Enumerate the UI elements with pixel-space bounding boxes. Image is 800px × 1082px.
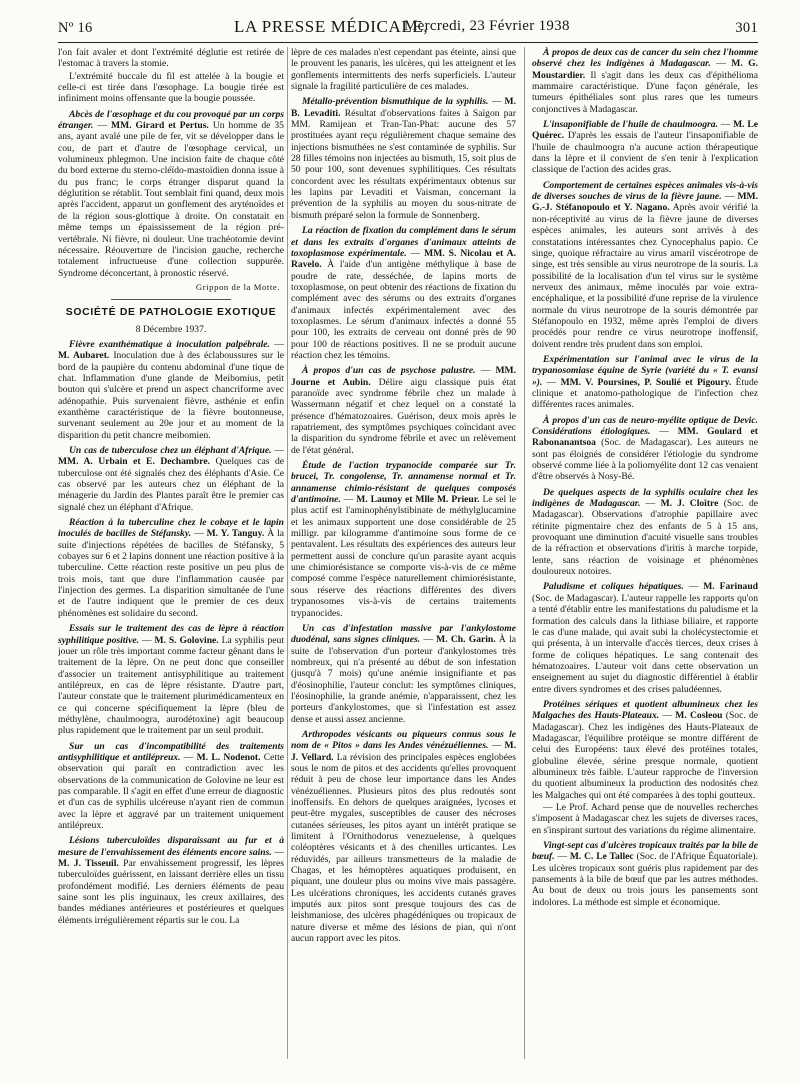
abstract-authors: M. C. Le Tallec	[569, 851, 634, 863]
abstract-authors: M. J. Tisseuil.	[58, 858, 119, 870]
abstract-authors: MM. V. Poursines, P. Soulié et Pigoury.	[560, 376, 732, 388]
abstract-authors: MM. Journe et Aubin.	[291, 365, 516, 388]
issue-date: Mercredi, 23 Février 1938	[404, 18, 570, 34]
abstract-authors: M. J. Vellard.	[291, 740, 516, 763]
abstract-text: La syphilis peut jouer un rôle très important comme facteur gênant dans le traitement de la lèpre. On ne peut donc que conseiller d'associer un traitement antisyphilitique au traitement antilépreux, en cas de lèpre résistante. D'autre part, l'auteur constate que le traitement plurimédicamenteux en ce qui concerne spécifiquement la lèpre (bleu de méthylène, chaulmoogra, aurodétoxine) agit beaucoup plus rapidement que le traitement par un seul produit.	[58, 634, 284, 737]
abstract-title: Comportement de certaines espèces animales vis-à-vis de diverses souches de virus de la fièvre jaune.	[532, 179, 758, 203]
abstract-title: Protéines sériques et quotient albumineux chez les Malgaches des Hauts-Plateaux.	[532, 698, 758, 722]
abstract: Étude de l'action trypanocide comparée sur Tr. brucei, Tr. congolense, Tr. annamense normal et Tr. annamense chimio-résistant de quelques composés d'antimoine. — M. Launoy et Mlle M. Prieur. Le sel le plus actif est l'aminophénylstibinate de méthylglucamine et les animaux supportent une dose considérable de 25 milligr. par kilogramme d'antimoine sous forme de ce pentavalent. Les résultats des expériences des auteurs leur permettent aussi de conclure qu'un parasite ayant acquis une chimiorésistance se comporte vis-à-vis de ce même composé comme l'espèce naturellement chimiorésistante, sous réserve des réactions différentes des divers trypanosomes vis-à-vis de certains traitements trypanocides.	[291, 460, 516, 619]
abstract-text: À la suite d'injections répétées de bacilles de Stéfansky, 5 cobayes sur 6 et 2 lapins donnent une réaction positive à la tuberculine. Cette réaction reste positive un peu plus de trois mois, tant que dure l'inflammation causée par l'injection des germes. La disparition simultanée de l'une et de l'autre indiquent que le premier de ces deux phénomènes est solidaire du second.	[58, 528, 284, 619]
paragraph: l'on fait avaler et dont l'extrémité déglutie est retirée de l'estomac à travers la stomie.	[58, 47, 284, 70]
abstract-text: (Soc. de l'Afrique Équatoriale). Les ulcères tropicaux sont guéris plus rapidement par des pansements à la bile de bœuf que par les autres méthodes. Au bout de deux ou trois jours les pansements sont indolores. La méthode est simple et économique.	[532, 851, 758, 908]
abstract: À propos d'un cas de psychose palustre. — MM. Journe et Aubin. Délire aigu classique puis état paranoïde avec syndrome fébrile chez un malade à Wassermann négatif et chez lequel on a constaté la présence d'hématozoaires. Guérison, deux mois après le rapatriement, des symptômes psychiques coïncidant avec la disparition du syndrome fébrile et avec un relèvement de l'état général.	[291, 365, 516, 456]
abstract: Un cas d'infestation massive par l'ankylostome duodénal, sans signes cliniques. — M. Ch. Garin. À la suite de l'observation d'un porteur d'ankylostomes très nombreux, qui n'a présenté au début de son infestation (jusqu'à 7 mois) qu'une anémie insignifiante et pas d'éosinophilie, l'auteur conclut: les symptômes cliniques, l'éosinophilie, la grande anémie, n'apparaissent, chez les porteurs d'ankylostomes, que si l'infestation est assez dense et aussi assez ancienne.	[291, 622, 516, 725]
paragraph: — Le Prof. Achard pense que de nouvelles recherches s'imposent à Madagascar chez les sujets de diverses races, en s'inspirant surtout des variations du régime alimentaire.	[532, 802, 758, 836]
session-date: 8 Décembre 1937.	[135, 323, 207, 335]
column-middle	[291, 47, 516, 1059]
abstract-authors: M. G. Moustardier.	[532, 58, 758, 81]
column-left	[58, 47, 284, 1059]
abstract-text: (Soc. de Madagascar). Chez les indigènes des Hauts-Plateaux de Madagascar, l'équilibre protéique se montre différent de celui des Européens: taux élevé des protéines totales, globuline élevée, sérine presque normale, quotient albumineux très faible. L'auteur rapproche de l'inversion du quotient albumineux la production des nodosités chez les Malgaches qui ont été comparées à des tophi goutteux.	[532, 710, 758, 801]
abstract-text: D'après les essais de l'auteur l'insaponifiable de l'huile de chaulmoogra n'a aucune action thérapeutique dans la lèpre et il convient de s'en tenir à l'explication classique de l'action des acides gras.	[532, 130, 758, 176]
abstract-title: L'insaponifiable de l'huile de chaulmoogra.	[543, 119, 718, 131]
abstract-authors: M. Aubaret.	[58, 350, 110, 362]
abstract-text: Cette observation qui paraît en contradiction avec les observations de la communication de Golovine ne leur est pas comparable. Il s'agit en effet d'une erreur de diagnostic et d'un cas de syphilis ulcéreuse n'ayant rien de commun avec la lèpre et aggravé par un traitement uniquement antilépreux.	[58, 751, 284, 831]
abstract-authors: MM. Girard et Pertus.	[111, 120, 209, 132]
section-rule	[111, 299, 231, 300]
abstract-title: Métallo-prévention bismuthique de la syphilis.	[302, 96, 489, 108]
abstract-text: À l'aide d'un antigène méthylique à base de poudre de rate, desséchée, de lapins morts de toxoplasmose, on peut obtenir des réactions de fixation du complément avec des sérums ou des extraits d'organes d'animaux infectés expérimentalement avec des toxoplasmes. Le sérum d'animaux infectés a donné 55 pour 100, les extraits de cerveau ont donné près de 90 pour 100 de réactions positives. Il ne se produit aucune réaction chez les témoins.	[291, 259, 516, 361]
abstract: À propos d'un cas de neuro-myélite optique de Devic. Considérations étiologiques. — MM. Goulard et Rabonanantsoa (Soc. de Madagascar). Les auteurs ne sont pas éloignés de considérer l'étiologie du syndrome observé comme liée à la poliomyélite dont 12 cas venaient d'être observés à Nosy-Bé.	[532, 414, 758, 483]
abstract-text: Quelques cas de tuberculose ont été signalés chez des éléphants d'Asie. Ce cas observé par les auteurs chez un éléphant de la ménagerie du Jardin des Plantes paraît être le premier cas signalé chez un éléphant d'Afrique.	[58, 456, 284, 513]
abstract-authors: MM. Goulard et Rabonanantsoa	[532, 426, 758, 449]
abstract: L'insaponifiable de l'huile de chaulmoogra. — M. Le Quérec. D'après les essais de l'auteur l'insaponifiable de l'huile de chaulmoogra n'a aucune action thérapeutique dans la lèpre et il convient de s'en tenir à l'explication classique de l'action des acides gras.	[532, 119, 758, 176]
abstract-title: Un cas de tuberculose chez un éléphant d'Afrique.	[69, 445, 272, 456]
abstract-title: Un cas d'infestation massive par l'ankylostome duodénal, sans signes cliniques.	[291, 622, 516, 646]
page-number-left: Nº 16	[58, 20, 93, 36]
abstract-authors: MM. G.-J. Stéfanopoulo et Y. Nagano.	[532, 191, 758, 214]
abstract-text: Étude clinique et anatomo-pathologique de l'infection chez différentes races animales.	[532, 376, 758, 411]
abstract: Arthropodes vésicants ou piqueurs connus sous le nom de « Pitos » dans les Andes vénézuéliennes. — M. J. Vellard. La révision des principales espèces englobées sous le nom de pitos et des accidents qu'elles provoquent réduit à peu de chose leur importance dans les Andes vénézuéliennes. Plusieurs pitos des plus redoutés sont inoffensifs. En dehors de quelques araignées, lycoses et peut-être mygales, susceptibles de causer des nécroses cutanées sérieuses, les pitos ayant un intérêt pratique se limitent à l'Ornithodorus venezuelense, à quelques coléoptères vésicants et à des chenilles urticantes. Les réduvidés, par ailleurs transmetteurs de la maladie de Chagas, et les hémoptères aquatiques produisent, en piquant, une douleur plus ou moins vive mais passagère. Les ulcérations chroniques, les accidents cutanés graves imputés aux pitos sont presque toujours des cas de leishmaniose, des ulcères phagédéniques ou tropicaux de nature diverse et même des lésions de pian, qui n'ont aucun rapport avec les pitos.	[291, 728, 516, 945]
abstract-title: Étude de l'action trypanocide comparée sur Tr. brucei, Tr. congolense, Tr. annamense normal et Tr. annamense chimio-résistant de quelques composés d'antimoine.	[291, 460, 516, 506]
abstract-title: Paludisme et coliques hépatiques.	[543, 581, 684, 593]
abstract-title: Essais sur le traitement des cas de lèpre à réaction syphilitique positive.	[58, 623, 284, 646]
abstract: Essais sur le traitement des cas de lèpre à réaction syphilitique positive. — M. S. Golovine. La syphilis peut jouer un rôle très important comme facteur gênant dans le traitement de la lèpre. On ne peut donc que conseiller d'associer un traitement antisyphilitique au traitement antilépreux, en cas de lèpre résistante. D'autre part, l'auteur constate que le traitement plurimédicamenteux en ce qui concerne spécifiquement la lèpre (bleu de méthylène, chaulmoogra, aurodétoxine) agit beaucoup plus rapidement que le traitement par un seul produit.	[58, 623, 284, 737]
abstract-text: Inoculation due à des éclaboussures sur le bord de la paupière du contenu abdominal d'une tique de chat. Inflammation d'une glande de Meibomius, petit bouton qui s'ulcère et prend un aspect chancriforme avec adénopathie. Puis survenaient fièvre, asthénie et enfin exanthème caractéristique de la fièvre boutonneuse, survenant seulement au 20e jour et au moment de la disparition du petit chancre meibomien.	[58, 350, 284, 441]
abstract: La réaction de fixation du complément dans le sérum et dans les extraits d'organes d'animaux atteints de toxoplasmose expérimentale. — MM. S. Nicolau et A. Ravelo. À l'aide d'un antigène méthylique à base de poudre de rate, desséchée, de lapins morts de toxoplasmose, on peut obtenir des réactions de fixation du complément avec des sérums ou des extraits d'organes d'animaux infectés expérimentalement avec des toxoplasmes. Le sérum d'animaux infectés a donné 55 pour 100, les extraits de cerveau ont donné près de 90 pour 100 de réactions positives. Il ne se produit aucune réaction chez les témoins.	[291, 225, 516, 361]
paragraph: lèpre de ces malades n'est cependant pas éteinte, ainsi que le prouvent les panaris, les ulcères, qui les atteignent et les gonflements intermittents des nerfs superficiels. L'auteur signale la fragilité particulière de ces malades.	[291, 47, 516, 93]
abstract-title: Réaction à la tuberculine chez le cobaye et le lapin inoculés de bacilles de Stéfansky.	[58, 517, 284, 540]
abstract: Vingt-sept cas d'ulcères tropicaux traités par la bile de bœuf. — M. C. Le Tallec (Soc. de l'Afrique Équatoriale). Les ulcères tropicaux sont guéris plus rapidement par des pansements à la bile de bœuf que par les autres méthodes. Au bout de deux ou trois jours les pansements sont indolores. La méthode est simple et économique.	[532, 840, 758, 908]
header-rule	[58, 42, 758, 43]
abstract: Lésions tuberculoïdes disparaissant au fur et à mesure de l'envahissement des éléments encore sains. — M. J. Tisseuil. Par envahissement progressif, les lèpres tuberculoïdes guérissent, en laissant derrière elles un tissu profondément modifié. Les derniers éléments de peau saine sont les plis inguinaux, les creux axillaires, des bandes médianes antérieures et postérieures et quelques éléments irrégulièrement répartis sur le cou. La	[58, 835, 284, 926]
abstract-authors: M. Le Quérec.	[532, 119, 758, 142]
abstract: Réaction à la tuberculine chez le cobaye et le lapin inoculés de bacilles de Stéfansky. — M. Y. Tanguy. À la suite d'injections répétées de bacilles de Stéfansky, 5 cobayes sur 6 et 2 lapins donnent une réaction positive à la tuberculine. Cette réaction reste positive un peu plus de trois mois, tant que dure l'inflammation causée par l'injection des germes. La disparition simultanée de l'une et de l'autre indiquent que le premier de ces deux phénomènes est solidaire du second.	[58, 517, 284, 619]
abstract: De quelques aspects de la syphilis oculaire chez les indigènes de Madagascar. — M. J. Cloître (Soc. de Madagascar). Observations d'atrophie papillaire avec rétinite pigmentaire chez des enfants de 5 à 15 ans, provoquant une diminution d'acuité visuelle sans troubles de la réfraction et observations d'iritis à marche torpide, lente, sans réaction de voisinage et phénomènes douloureux notoires.	[532, 486, 758, 578]
abstract: Expérimentation sur l'animal avec le virus de la trypanosomiase équine de Syrie (variété du « T. evansi »). — MM. V. Poursines, P. Soulié et Pigoury. Étude clinique et anatomo-pathologique de l'infection chez différentes races animales.	[532, 353, 758, 411]
abstract: À propos de deux cas de cancer du sein chez l'homme observé chez les indigènes à Madagascar. — M. G. Moustardier. Il s'agit dans les deux cas d'épithélioma mammaire caractéristique. D'une façon générale, les tumeurs épithéliales sont plus rares que les tumeurs conjonctives à Madagascar.	[532, 47, 758, 115]
abstract: Sur un cas d'incompatibilité des traitements antisyphilitique et antilépreux. — M. L. Nodenot. Cette observation qui paraît en contradiction avec les observations de la communication de Golovine ne leur est pas comparable. Il s'agit en effet d'une erreur de diagnostic et d'un cas de syphilis ulcéreuse n'ayant rien de commun avec la lèpre et aggravé par un traitement uniquement antilépreux.	[58, 740, 284, 831]
abstract: Protéines sériques et quotient albumineux chez les Malgaches des Hauts-Plateaux. — M. Cosleou (Soc. de Madagascar). Chez les indigènes des Hauts-Plateaux de Madagascar, l'équilibre protéique se montre différent de celui des Européens: taux élevé des protéines totales, globuline élevée, sérine presque normale, quotient albumineux très faible. L'auteur rapproche de l'inversion du quotient albumineux la production des nodosités chez les Malgaches qui ont été comparées à des tophi goutteux.	[532, 698, 758, 801]
abstract-authors: MM. S. Nicolau et A. Ravelo.	[291, 247, 516, 271]
abstract-text: (Soc. de Madagascar). Les auteurs ne sont pas éloignés de considérer l'étiologie du syndrome observé comme liée à la poliomyélite dont 12 cas venaient d'être observés à Nosy-Bé.	[532, 437, 758, 483]
abstract-authors: M. Farinaud	[703, 581, 758, 593]
abstract-title: À propos d'un cas de psychose palustre.	[302, 365, 476, 377]
abstract-title: De quelques aspects de la syphilis oculaire chez les indigènes de Madagascar.	[532, 486, 758, 510]
abstract: Métallo-prévention bismuthique de la syphilis. — M. B. Levaditi. Résultat d'observations faites à Saïgon par MM. Ramijean et Tran-Tan-Phat: aucune des 57 prostituées ayant reçu régulièrement chaque semaine des injections bismuthées ne s'est contaminée de syphilis. Sur 28 filles témoins non injectées au bismuth, 15, soit plus de 50 pour 100, sont devenues syphilitiques. Ces résultats concordent avec les résultats expérimentaux obtenus sur les lapins par Levaditi et Vaisman, concernant la prévention de la syphilis au moyen du sous-nitrate de bismuth préparé selon la formule de Sonnenberg.	[291, 96, 516, 221]
abstract-authors: M. L. Nodenot.	[196, 751, 261, 763]
society-heading: SOCIÉTÉ DE PATHOLOGIE EXOTIQUE	[65, 307, 277, 319]
abstract-title: Lésions tuberculoïdes disparaissant au fur et à mesure de l'envahissement des éléments encore sains.	[58, 835, 284, 858]
abstract-title: Arthropodes vésicants ou piqueurs connus sous le nom de « Pitos » dans les Andes vénézuéliennes.	[291, 728, 516, 752]
abstract-title: Sur un cas d'incompatibilité des traitements antisyphilitique et antilépreux.	[58, 740, 284, 763]
paragraph: L'extrémité buccale du fil est attelée à la bougie et celle-ci est tirée dans l'œsophage. La bougie tirée est infiniment moins offensante que la bougie poussée.	[58, 70, 284, 105]
abstract-title: Expérimentation sur l'animal avec le virus de la trypanosomiase équine de Syrie (variété du « T. evansi »).	[532, 353, 758, 388]
abstract-text: La révision des principales espèces englobées sous le nom de pitos et des accidents qu'elles provoquent réduit à peu de chose leur importance dans les Andes vénézuéliennes. Plusieurs pitos des plus redoutés sont inoffensifs. En dehors de quelques araignées, lycoses et peut-être mygales, susceptibles de causer des nécroses cutanées sérieuses, les pitos ayant un intérêt pratique se limitent à l'Ornithodorus venezuelense, à quelques coléoptères vésicants et à des chenilles urticantes. Les réduvidés, par ailleurs transmetteurs de la maladie de Chagas, et les hémoptères aquatiques produisent, en piquant, une douleur plus ou moins vive mais passagère. Les ulcérations chroniques, les accidents cutanés graves imputés aux pitos sont presque toujours des cas de leishmaniose, des ulcères phagédéniques ou tropicaux de nature diverse et même des lésions de pian, qui n'ont aucun rapport avec les pitos.	[291, 751, 516, 945]
abstract-authors: M. Ch. Garin.	[436, 634, 496, 646]
abstract-text: (Soc. de Madagascar). Observations d'atrophie papillaire avec rétinite pigmentaire chez des enfants de 5 à 15 ans, provoquant une diminution d'acuité visuelle sans troubles de la réfraction et observations d'iritis à marche torpide, lente, sans réaction de voisinage et phénomènes douloureux notoires.	[532, 498, 758, 578]
abstract: Comportement de certaines espèces animales vis-à-vis de diverses souches de virus de la fièvre jaune. — MM. G.-J. Stéfanopoulo et Y. Nagano. Après avoir vérifié la non-réceptivité au virus de la fièvre jaune de diverses espèces animales, les auteurs sont arrivés à des constatations intéressantes chez Cynocephalus papio. Ce singe, quoique réfractaire au virus amaril viscérotrope de singe, est très sensible au virus neurotrope de la souris. La possibilité de la localisation d'un tel virus sur le système nerveux des animaux, même inoculés par voie extra-encéphalique, et la possibilité d'une reprise de la virulence normale du virus neurotrope de la souris démontrée par Stéfanopoulo en 1932, même après l'emploi de divers procédés pour rendre ce virus neurotrope inoffensif, doivent rendre très prudent dans son emploi.	[532, 179, 758, 350]
abstract-authors: M. Cosleou	[675, 710, 723, 722]
abstract-title: Vingt-sept cas d'ulcères tropicaux traités par la bile de bœuf.	[532, 840, 758, 863]
signature: Grippon de la Motte.	[195, 281, 280, 292]
abstract-text: Par envahissement progressif, les lèpres tuberculoïdes guérissent, en laissant derrière elles un tissu profondément modifié. Les derniers éléments de peau saine sont les plis inguinaux, les creux axillaires, des bandes médianes antérieures et postérieures et quelques éléments irrégulièrement répartis sur le cou. La	[58, 858, 284, 926]
abstract-text: Délire aigu classique puis état paranoïde avec syndrome fébrile chez un malade à Wassermann négatif et chez lequel on a constaté la présence d'hématozoaires. Guérison, deux mois après le rapatriement, des symptômes psychiques coïncidant avec la disparition du syndrome fébrile et avec un relèvement de l'état général.	[291, 376, 516, 456]
abstract-authors: M. J. Cloître	[660, 498, 719, 510]
journal-title: LA PRESSE MÉDICALE,	[234, 17, 429, 36]
abstract-title: À propos d'un cas de neuro-myélite optique de Devic. Considérations étiologiques.	[532, 414, 758, 437]
column-divider	[287, 47, 288, 1059]
abstract: Un cas de tuberculose chez un éléphant d'Afrique. — MM. A. Urbain et E. Dechambre. Quelques cas de tuberculose ont été signalés chez des éléphants d'Asie. Ce cas observé par les auteurs chez un éléphant de la ménagerie du Jardin des Plantes paraît être le premier cas signalé chez un éléphant d'Afrique.	[58, 445, 284, 513]
abstract-authors: M. S. Golovine.	[154, 634, 219, 646]
abstract-authors: M. B. Levaditi.	[291, 96, 516, 119]
abstract-text: (Soc. de Madagascar). L'auteur rappelle les rapports qu'on a tenté d'établir entre les manifestations du paludisme et la formation des calculs dans la lithiase biliaire, et rapporte le cas d'une malade, qui avait subi la cholécystectomie et qui présenta, à un intervalle d'accès tierces, deux crises à forme de coliques hépatiques. Le sang contenait des hématozoaires. L'auteur voit dans cette observation un enseignement au sujet du diagnostic différentiel à établir entre divers syndromes et des crises paludéennes.	[532, 592, 758, 695]
abstract-title: À propos de deux cas de cancer du sein chez l'homme observé chez les indigènes à Madagascar.	[532, 47, 758, 70]
column-divider	[524, 47, 525, 1059]
abstract-text: À la suite de l'observation d'un porteur d'ankylostomes très nombreux, qui n'a présenté au début de son infestation (jusqu'à 7 mois) qu'une anémie insignifiante et pas d'éosinophilie, l'auteur conclut: les symptômes cliniques, l'éosinophilie, la grande anémie, n'apparaissent, chez les porteurs d'ankylostomes, que si l'infestation est assez dense et aussi assez ancienne.	[291, 634, 516, 725]
abstract: Abcès de l'œsophage et du cou provoqué par un corps étranger. — MM. Girard et Pertus. Un homme de 35 ans, ayant avalé une pile de fer, vit se développer dans le cou, de part et d'autre de l'œsophage cervical, un volumineux phlegmon. Une incision faite de chaque côté du bord externe du sterno-cléïdo-mastoïdien donna issue à du pus franc; le corps étranger disparut quand la déglutition se rétablit. Tout semblait fini quand, deux mois après l'accident, apparut un gonflement des aryténoïdes et de la région sous-glottique à droite. On constatait en même temps un épaississement de la région pré-vertébrale. Ni fièvre, ni douleur. Une trachéotomie devint nécessaire. Réouverture de l'incision gauche, recherche totalement infructueuse d'une collection suppurée. Syndrome déconcertant, à pronostic réservé.	[58, 108, 284, 279]
column-right	[532, 47, 758, 1059]
abstract-title: Fièvre exanthématique à inoculation palpébrale.	[69, 338, 270, 350]
abstract-text: Résultat d'observations faites à Saïgon par MM. Ramijean et Tran-Tan-Phat: aucune des 57 prostituées ayant reçu régulièrement chaque semaine des injections bismuthées ne s'est contaminée de syphilis. Sur 28 filles témoins non injectées au bismuth, 15, soit plus de 50 pour 100, sont devenues syphilitiques. Ces résultats concordent avec les résultats expérimentaux obtenus sur les lapins par Levaditi et Vaisman, concernant la prévention de la syphilis au moyen du sous-nitrate de bismuth préparé selon la formule de Sonnenberg.	[291, 107, 516, 221]
abstract-text: Le sel le plus actif est l'aminophénylstibinate de méthylglucamine et les animaux supportent une dose considérable de 25 milligr. par kilogramme d'antimoine sous forme de ce pentavalent. Les résultats des expériences des auteurs leur permettent aussi de conclure qu'un parasite ayant acquis une chimiorésistance se comporte vis-à-vis de ce même composé comme l'espèce naturellement chimiorésistante, sous réserve des réactions différentes des divers trypanosomes vis-à-vis de certains traitements trypanocides.	[291, 494, 516, 619]
abstract-authors: M. Y. Tanguy.	[206, 528, 265, 540]
page-number-right: 301	[735, 20, 758, 36]
abstract-authors: M. Launoy et Mlle M. Prieur.	[356, 494, 480, 506]
abstract-text: Après avoir vérifié la non-réceptivité au virus de la fièvre jaune de diverses espèces animales, les auteurs sont arrivés à des constatations intéressantes chez Cynocephalus papio. Ce singe, quoique réfractaire au virus amaril viscérotrope de singe, est très sensible au virus neurotrope de la souris. La possibilité de la localisation d'un tel virus sur le système nerveux des animaux, même inoculés par voie extra-encéphalique, et la possibilité d'une reprise de la virulence normale du virus neurotrope de la souris démontrée par Stéfanopoulo en 1932, même après l'emploi de divers procédés pour rendre ce virus neurotrope inoffensif, doivent rendre très prudent dans son emploi.	[532, 202, 758, 350]
abstract: Fièvre exanthématique à inoculation palpébrale. — M. Aubaret. Inoculation due à des éclaboussures sur le bord de la paupière du contenu abdominal d'une tique de chat. Inflammation d'une glande de Meibomius, petit bouton qui s'ulcère et prend un aspect chancriforme avec adénopathie. Puis survenaient fièvre, asthénie et enfin exanthème caractéristique de la fièvre boutonneuse, survenant seulement au 20e jour et au moment de la disparition du petit chancre meibomien.	[58, 338, 284, 441]
page-header	[58, 17, 758, 39]
abstract-text: Il s'agit dans les deux cas d'épithélioma mammaire caractéristique. D'une façon générale, les tumeurs épithéliales sont plus rares que les tumeurs conjonctives à Madagascar.	[532, 69, 758, 115]
abstract: Paludisme et coliques hépatiques. — M. Farinaud (Soc. de Madagascar). L'auteur rappelle les rapports qu'on a tenté d'établir entre les manifestations du paludisme et la formation des calculs dans la lithiase biliaire, et rapporte le cas d'une malade, qui avait subi la cholécystectomie et qui présenta, à un intervalle d'accès tierces, deux crises à forme de coliques hépatiques. Le sang contenait des hématozoaires. L'auteur voit dans cette observation un enseignement au sujet du diagnostic différentiel à établir entre divers syndromes et des crises paludéennes.	[532, 581, 758, 695]
abstract-title: Abcès de l'œsophage et du cou provoqué par un corps étranger.	[58, 108, 284, 132]
abstract-title: La réaction de fixation du complément dans le sérum et dans les extraits d'organes d'animaux atteints de toxoplasmose expérimentale.	[291, 225, 516, 259]
abstract-authors: MM. A. Urbain et E. Dechambre.	[58, 456, 210, 468]
abstract-text: Un homme de 35 ans, ayant avalé une pile de fer, vit se développer dans le cou, de part et d'autre de l'œsophage cervical, un volumineux phlegmon. Une incision faite de chaque côté du bord externe du sterno-cléïdo-mastoïdien donna issue à du pus franc; le corps étranger disparut quand la déglutition se rétablit. Tout semblait fini quand, deux mois après l'accident, apparut un gonflement des aryténoïdes et de la région sous-glottique à droite. On constatait en même temps un épaississement de la région pré-vertébrale. Ni fièvre, ni douleur. Une trachéotomie devint nécessaire. Réouverture de l'incision gauche, recherche totalement infructueuse d'une collection suppurée. Syndrome déconcertant, à pronostic réservé.	[58, 120, 284, 279]
